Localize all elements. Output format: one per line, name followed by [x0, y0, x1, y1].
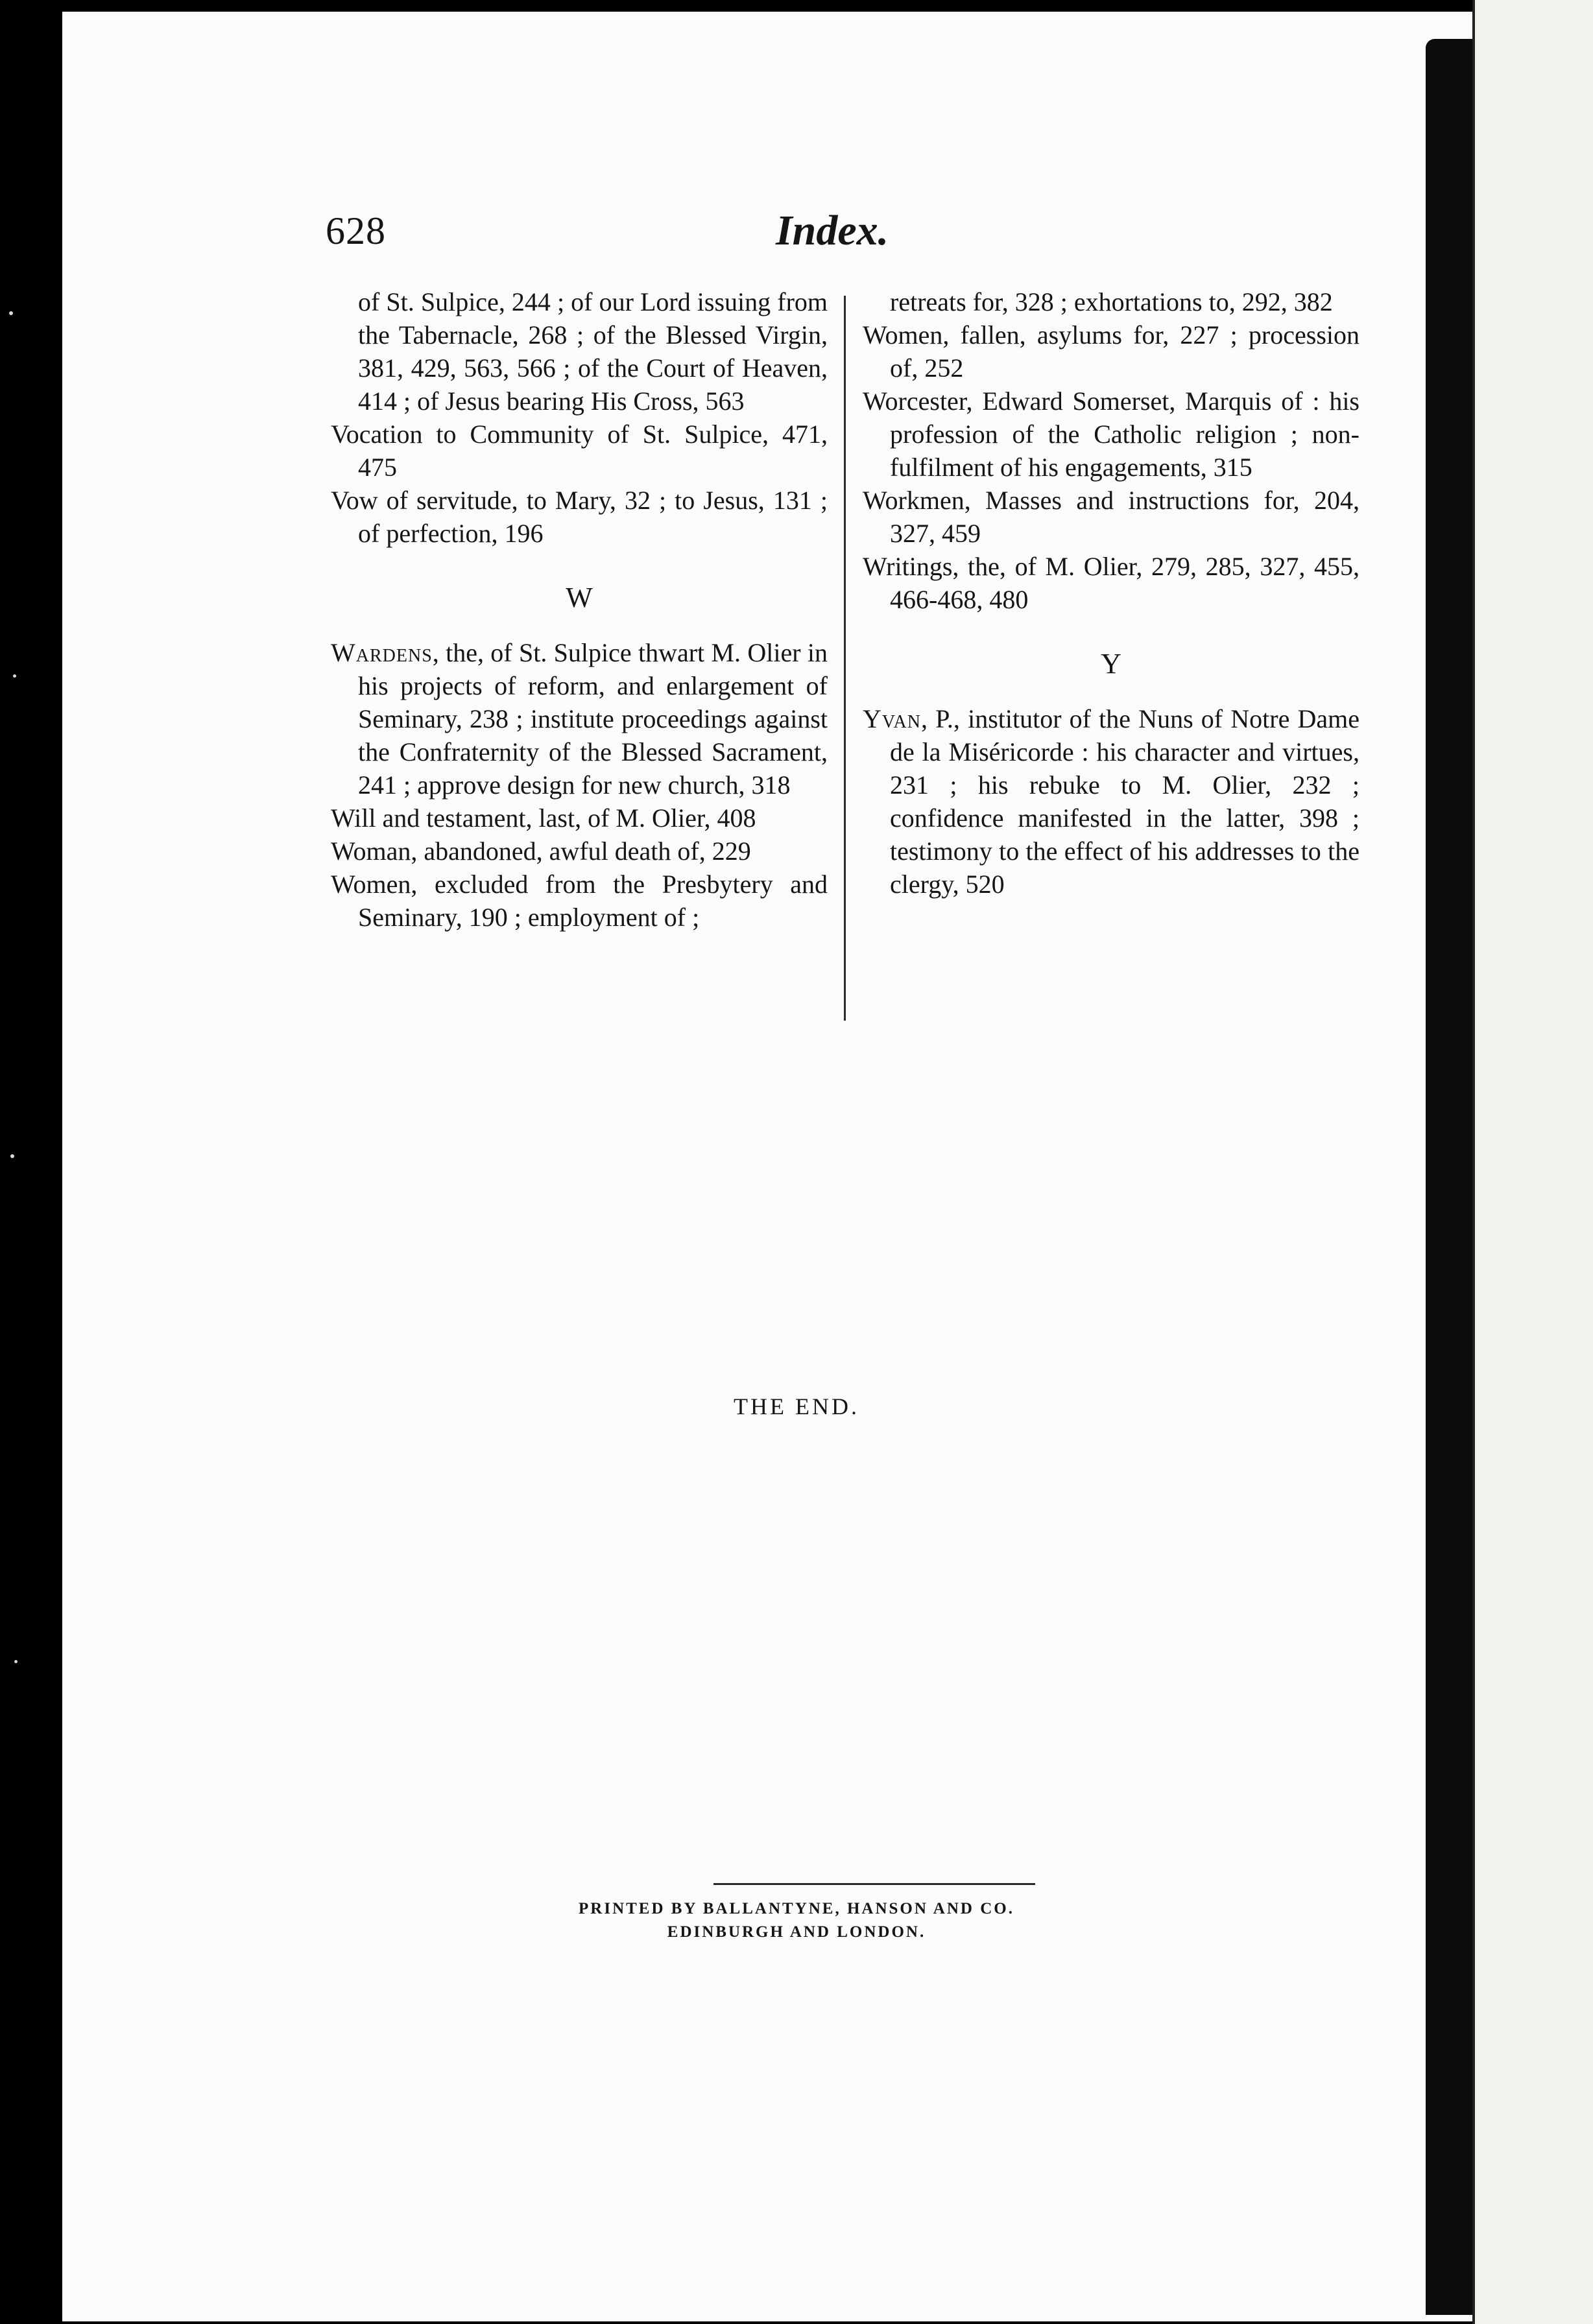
- scan-speck: [9, 311, 13, 315]
- the-end-heading: THE END.: [734, 1393, 859, 1419]
- index-entry: Workmen, Masses and instructions for, 204, 327, 459: [863, 486, 1359, 548]
- index-entry: Women, excluded from the Presbytery and Seminary, 190 ; employment of ;: [331, 870, 828, 932]
- colophon-rule: [713, 1883, 1035, 1885]
- index-entry: retreats for, 328 ; exhortations to, 292, 382: [890, 287, 1333, 316]
- index-column-right: [863, 285, 1359, 901]
- section-letter-w: W: [566, 582, 593, 613]
- page-number: 628: [326, 209, 386, 252]
- index-entry: Woman, abandoned, awful death of, 229: [331, 836, 751, 866]
- index-entry: Vocation to Community of St. Sulpice, 471, 475: [331, 420, 828, 482]
- scan-speck: [14, 1660, 18, 1663]
- index-column-left: [331, 285, 828, 934]
- scan-speck: [10, 1154, 14, 1158]
- gutter-shadow: [1426, 39, 1472, 2315]
- running-head: [0, 206, 1593, 271]
- colophon-line: EDINBURGH AND LONDON.: [667, 1923, 926, 1941]
- column-divider: [844, 296, 846, 1021]
- index-entry: Yvan, P., institutor of the Nuns of Notre Dame de la Miséricorde : his character and virtues, 231 ; his rebuke to M. Olier, 232 ; confidence manifested in the latter, 398 ; testimony to the effect of his addresses to the clergy, 520: [863, 704, 1359, 899]
- section-letter-y: Y: [1101, 648, 1121, 680]
- index-entry: Women, fallen, asylums for, 227 ; procession of, 252: [863, 320, 1359, 383]
- index-entry: of St. Sulpice, 244 ; of our Lord issuing from the Tabernacle, 268 ; of the Blessed Virgin, 381, 429, 563, 566 ; of the Court of Heaven, 414 ; of Jesus bearing His Cross, 563: [358, 287, 828, 416]
- colophon-line: PRINTED BY BALLANTYNE, HANSON AND CO.: [579, 1900, 1014, 1917]
- index-entry: Worcester, Edward Somerset, Marquis of : his profession of the Catholic religion ; non-fulfilment of his engagements, 315: [863, 386, 1359, 482]
- index-entry: Wardens, the, of St. Sulpice thwart M. Olier in his projects of reform, and enlargement of Seminary, 238 ; institute proceedings against the Confraternity of the Blessed Sacrament, 241 ; approve design for new church, 318: [331, 638, 828, 800]
- facing-page-edge: [1472, 0, 1593, 2324]
- running-title: Index.: [776, 207, 889, 254]
- index-entry: Will and testament, last, of M. Olier, 408: [331, 803, 756, 833]
- index-entry: Writings, the, of M. Olier, 279, 285, 327, 455, 466-468, 480: [863, 552, 1359, 614]
- scan-speck: [13, 674, 16, 678]
- entry-lead: Yvan: [863, 704, 921, 733]
- entry-lead: Wardens: [331, 638, 433, 667]
- printer-colophon: [0, 1897, 1593, 1944]
- index-entry: Vow of servitude, to Mary, 32 ; to Jesus, 131 ; of perfection, 196: [331, 486, 828, 548]
